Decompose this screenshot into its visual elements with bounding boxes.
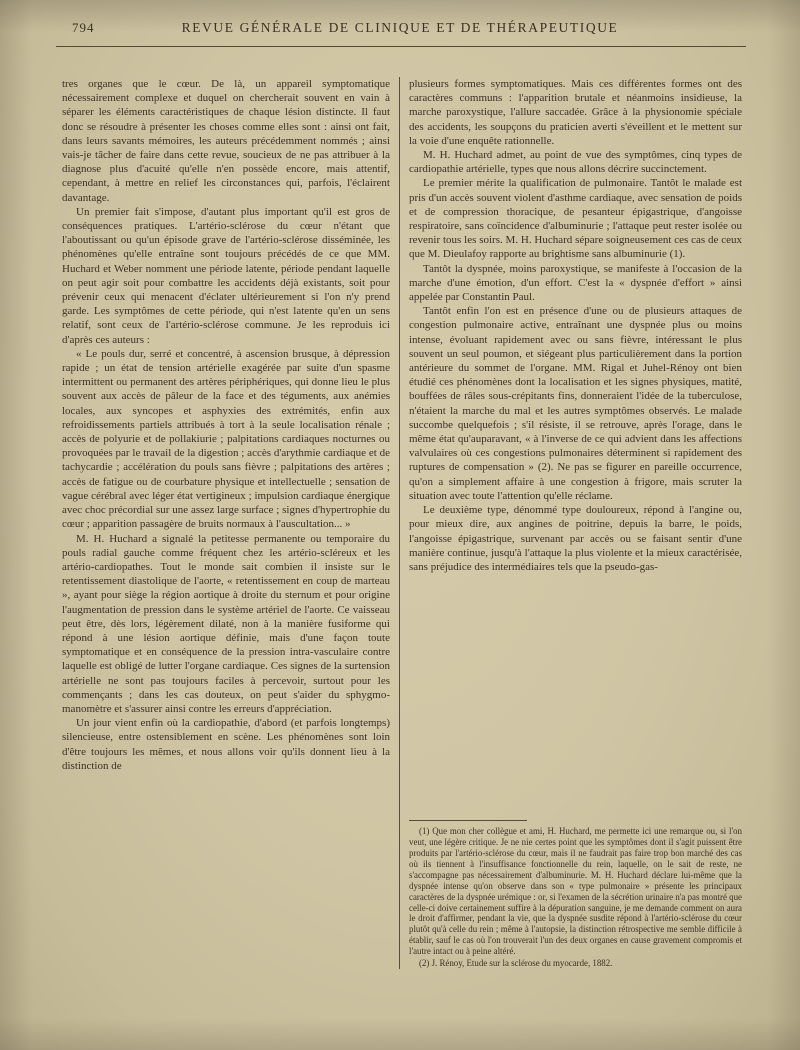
paragraph: tres organes que le cœur. De là, un appareil symptomatique nécessairement complexe et duquel on chercherait souvent en vain à séparer les éléments caractéristiques de chaque lésion distincte. Il faut donc se résoudre à présenter les choses comme elles sont : ainsi ont fait, dans leurs savants mémoires, les auteurs précédemment nommés ; ainsi vais-je tâcher de faire dans cette revue, soucieux de ne pas attribuer à la diagnose plus d'acuité qu'elle n'en possède encore, mais attentif, cependant, à mettre en relief les circonstances qui, parfois, l'éclairent davantage.	[62, 78, 390, 204]
left-column	[62, 77, 400, 969]
footnote: (1) Que mon cher collègue et ami, H. Huchard, me permette ici une remarque ou, si l'on veut, une légère critique. Je ne nie certes point que les symptômes dont il s'agit puissent être produits par l'artério-sclérose du cœur, mais il ne faudrait pas faire trop bon marché des cas où ils tiennent à l'insuffisance fonctionnelle du rein, laquelle, on le sait de reste, ne s'accompagne pas nécessairement d'albuminurie. M. H. Huchard déclare lui-même que la dyspnée intense qu'on observe dans son « type pulmonaire » présente les principaux caractères de la dyspnée urémique : or, si l'examen de la sécrétion urinaire n'a pas montré que celle-ci doive certainement suffire à la dépuration sanguine, je me demande comment on aura le droit d'affirmer, pendant la vie, que la dyspnée susdite répond à l'artério-sclérose du cœur plutôt qu'à celle du rein ; même à l'autopsie, la distinction rétrospective me semble difficile à établir, sauf le cas où l'on trouverait l'un des deux organes en cause gravement compromis et l'autre intact ou à peine altéré.	[409, 826, 742, 957]
footnote: (2) J. Rénoy, Etude sur la sclérose du myocarde, 1882.	[419, 958, 613, 969]
paragraph: Un jour vient enfin où la cardiopathie, d'abord (et parfois longtemps) silencieuse, entre ostensiblement en scène. Les phénomènes sont loin d'être toujours les mêmes, et nous allons voir qu'ils donnent lieu à la distinction de	[62, 717, 390, 772]
paragraph: Le deuxième type, dénommé type douloureux, répond à l'angine ou, pour mieux dire, aux angines de poitrine, depuis la barre, le poids, l'angoisse épigastrique, survenant par accès ou se faisant sentir d'une manière continue, jusqu'à l'attaque la plus violente et la mieux caractérisée, sans préjudice des intermédiaires tels que la pseudo-gas-	[409, 504, 742, 573]
journal-title: REVUE GÉNÉRALE DE CLINIQUE ET DE THÉRAPEUTIQUE	[181, 20, 619, 35]
page-header	[0, 0, 800, 46]
paragraph: M. H. Huchard a signalé la petitesse permanente ou temporaire du pouls radial gauche comme fréquent chez les artério-scléreux et les artério-cardiopathes. Tout le monde sait combien il insiste sur le retentissement diastolique de l'aorte, « retentissement en coup de marteau », ayant pour siège la région aortique à droite du sternum et pour origine l'augmentation de pression dans le système artériel de l'aorte. Ce vaisseau peut être, dès lors, légèrement dilaté, non à la manière fusiforme qui répond à une lésion aortique définie, mais d'une façon toute symptomatique et en conséquence de la pression intra-vasculaire contre laquelle est obligé de lutter l'organe cardiaque. Ces signes de la surtension artérielle ne sont pas toujours faciles à percevoir, surtout pour les commençants ; dans les cas douteux, on peut s'aider du sphygmo-manomètre et s'assurer ainsi contre les erreurs d'appréciation.	[62, 532, 390, 715]
footnote-block	[409, 820, 742, 969]
footnote-rule	[409, 820, 527, 821]
paragraph: Un premier fait s'impose, d'autant plus important qu'il est gros de conséquences pratiques. L'artério-sclérose du cœur n'étant que l'aboutissant ou qu'un épisode grave de l'artério-sclérose disséminée, les phénomènes qu'elle entraîne sont toujours précédés de ce que MM. Huchard et Weber nomment une période latente, période pendant laquelle on peut agir soit pour combattre les accidents déjà existants, soit pour prévenir ceux qui menacent d'éclater ultérieurement si l'on n'y prend garde. Les symptômes de cette période, qui n'est latente qu'en un sens relatif, sont ceux de l'artério-sclérose commune. Je les reproduis ici d'après ces auteurs :	[62, 205, 390, 346]
paragraph: Le premier mérite la qualification de pulmonaire. Tantôt le malade est pris d'un accès souvent violent d'asthme cardiaque, avec sensation de poids et de compression thoracique, de pesanteur épigastrique, d'angoisse respiratoire, sans coïncidence d'albuminurie ; l'attaque peut rester isolée ou revenir tous les soirs. M. H. Huchard sépare soigneusement ces cas de ceux que M. Dieulafoy rapporte au brightisme sans albuminurie (1).	[409, 177, 742, 261]
paragraph: Tantôt enfin l'on est en présence d'une ou de plusieurs attaques de congestion pulmonaire active, entraînant une dyspnée plus ou moins intense, évoluant rapidement avec ou sans fièvre, intéressant le plus souvent un seul poumon, et siégeant plus particulièrement dans la portion antérieure du sommet de l'organe. MM. Rigal et Juhel-Rénoy ont bien étudié ces phénomènes dont la localisation et les signes physiques, matité, bouffées de râles sous-crépitants fins, donneraient l'idée de la tuberculose, n'étaient la marche du mal et les autres symptômes observés. Le malade succombe quelquefois ; s'il résiste, il se retrouve, après l'orage, dans le même état qu'auparavant, « à l'inverse de ce qui advient dans les affections valvulaires où ces congestions pulmonaires déterminent si rapidement des ruptures de compensation » (2). Ne pas se figurer en pareille occurrence, qu'on a simplement affaire à une congestion à frigore, mais scruter la situation avec toute l'attention qu'elle réclame.	[409, 305, 742, 502]
paragraph: « Le pouls dur, serré et concentré, à ascension brusque, à dépression rapide ; un état de tension artérielle exagérée par suite d'un spasme intermittent ou permanent des artères périphériques, qui donne lieu le plus souvent aux accès de pâleur de la face et des téguments, aux anémies locales, aux syncopes et asphyxies des extrémités, enfin aux refroidissements partiels attribués à tort à la seule localisation rénale ; accès de polyurie et de pollakiurie ; palpitations cardiaques nocturnes ou provoquées par le travail de la digestion ; accès d'arythmie cardiaque et de tachycardie ; accélération du pouls sans fièvre ; palpitations des artères ; accès de fatigue ou de courbature physique et intellectuelle ; sensation de vague cérébral avec léger état vertigineux ; impulsion cardiaque énergique avec choc précordial sur une assez large surface ; signes d'hypertrophie du cœur ; apparition passagère de bruits normaux à l'auscultation... »	[62, 347, 390, 531]
paragraph: M. H. Huchard admet, au point de vue des symptômes, cinq types de cardiopathie artérielle, types que nous allons décrire succinctement.	[409, 149, 742, 176]
right-column	[400, 77, 742, 969]
paragraph: Tantôt la dyspnée, moins paroxystique, se manifeste à l'occasion de la marche d'une émotion, d'un effort. C'est la « dyspnée d'effort » ainsi appelée par Constantin Paul.	[409, 262, 742, 304]
page-number: 794	[72, 20, 95, 35]
paragraph: plusieurs formes symptomatiques. Mais ces différentes formes ont des caractères communs : l'apparition brutale et néanmoins insidieuse, la marche paroxystique, l'allure saccadée. Grâce à la physionomie spéciale des accidents, les soupçons du praticien averti s'éveillent et le mettent sur la voie d'une enquête rationnelle.	[409, 78, 742, 147]
page-body	[0, 47, 800, 969]
